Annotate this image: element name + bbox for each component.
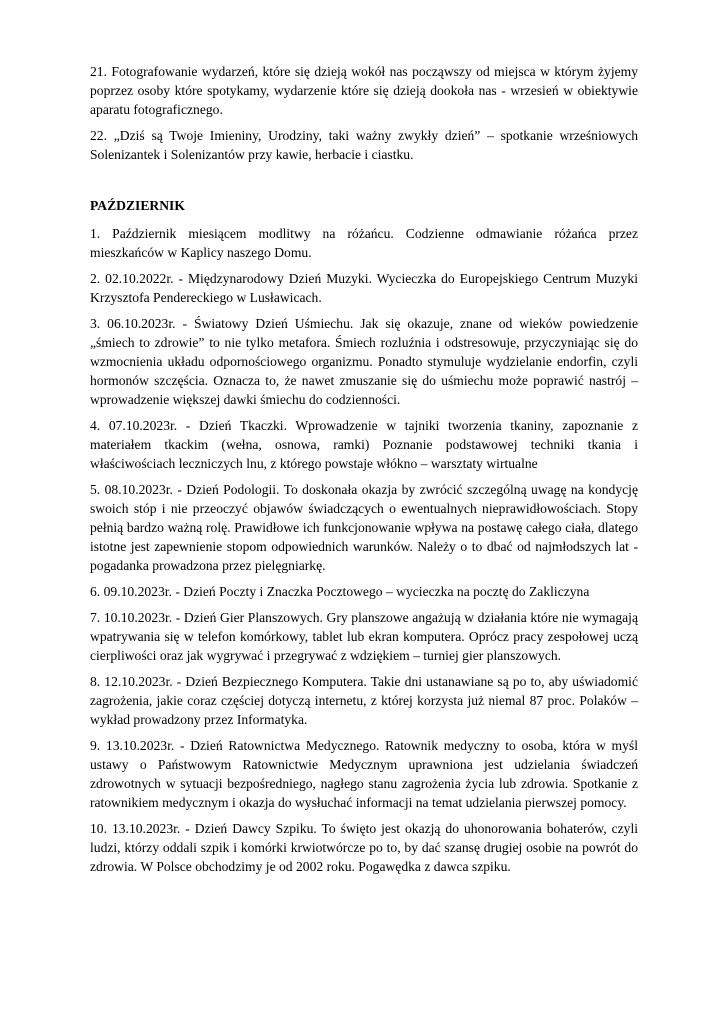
october-item-5: 5. 08.10.2023r. - Dzień Podologii. To doskonała okazja by zwrócić szczególną uwagę na kondycję swoich stóp i nie przeoczyć objawów świadczących o ewentualnych nieprawidłowościach. Stopy pełnią bardzo ważną rolę. Prawidłowe ich funkcjonowanie wpływa na postawę całego ciała, dlatego istotne jest zapewnienie stopom odpowiednich warunków. Należy o to dbać od najmłodszych lat - pogadanka prowadzona przez pielęgniarkę. bbox=[90, 482, 638, 573]
list-item-21: 21. Fotografowanie wydarzeń, które się dzieją wokół nas począwszy od miejsca w którym żyjemy poprzez osoby które spotykamy, wydarzenie które się dzieją dookoła nas - wrzesień w obiektywie aparatu fotograficznego. bbox=[90, 64, 638, 117]
october-item-1: 1. Październik miesiącem modlitwy na różańcu. Codzienne odmawianie różańca przez mieszkańców w Kaplicy naszego Domu. bbox=[90, 226, 638, 260]
section-heading-pazdziernik: PAŹDZIERNIK bbox=[90, 198, 185, 213]
october-item-4: 4. 07.10.2023r. - Dzień Tkaczki. Wprowadzenie w tajniki tworzenia tkaniny, zapoznanie z materiałem tkackim (wełna, osnowa, ramki) Poznanie podstawowej techniki tkania i właściwościach leczniczych lnu, z którego powstaje włókno – warsztaty wirtualne bbox=[90, 418, 638, 471]
october-item-7: 7. 10.10.2023r. - Dzień Gier Planszowych. Gry planszowe angażują w działania które nie wymagają wpatrywania się w telefon komórkowy, tablet lub ekran komputera. Oprócz pracy zespołowej uczą cierpliwości oraz jak wygrywać i przegrywać z wdziękiem – turniej gier planszowych. bbox=[90, 610, 638, 663]
october-item-3: 3. 06.10.2023r. - Światowy Dzień Uśmiechu. Jak się okazuje, znane od wieków powiedzenie „śmiech to zdrowie” to nie tylko metafora. Śmiech rozluźnia i odstresowuje, przyczyniając się do wzmocnienia układu odpornościowego organizmu. Ponadto stymuluje wydzielanie endorfin, czyli hormonów szczęścia. Oznacza to, że nawet zmuszanie się do uśmiechu może poprawić nastrój – wprowadzenie większej dawki śmiechu do codzienności. bbox=[90, 316, 638, 407]
october-item-2: 2. 02.10.2022r. - Międzynarodowy Dzień Muzyki. Wycieczka do Europejskiego Centrum Muzyki Krzysztofa Pendereckiego w Lusławicach. bbox=[90, 271, 638, 305]
october-item-9: 9. 13.10.2023r. - Dzień Ratownictwa Medycznego. Ratownik medyczny to osoba, która w myśl ustawy o Państwowym Ratownictwie Medycznym uprawniona jest udzielania świadczeń zdrowotnych w sytuacji bezpośredniego, nagłego stanu zagrożenia życia lub zdrowia. Spotkanie z ratownikiem medycznym i okazja do wysłuchać informacji na temat udzielania pierwszej pomocy. bbox=[90, 738, 638, 810]
october-item-6: 6. 09.10.2023r. - Dzień Poczty i Znaczka Pocztowego – wycieczka na pocztę do Zakliczyna bbox=[90, 584, 590, 599]
list-item-22: 22. „Dziś są Twoje Imieniny, Urodziny, taki ważny zwykły dzień” – spotkanie wrześniowych Solenizantek i Solenizantów przy kawie, herbacie i ciastku. bbox=[90, 128, 638, 162]
october-item-10: 10. 13.10.2023r. - Dzień Dawcy Szpiku. To święto jest okazją do uhonorowania bohaterów, czyli ludzi, którzy oddali szpik i komórki krwiotwórcze po to, by dać szansę drugiej osobie na powrót do zdrowia. W Polsce obchodzimy je od 2002 roku. Pogawędka z dawca szpiku. bbox=[90, 821, 638, 874]
october-item-8: 8. 12.10.2023r. - Dzień Bezpiecznego Komputera. Takie dni ustanawiane są po to, aby uświadomić zagrożenia, jakie coraz częściej dotyczą internetu, z której korzysta już niemal 87 proc. Polaków – wykład prowadzony przez Informatyka. bbox=[90, 674, 638, 727]
document-page bbox=[90, 62, 638, 883]
